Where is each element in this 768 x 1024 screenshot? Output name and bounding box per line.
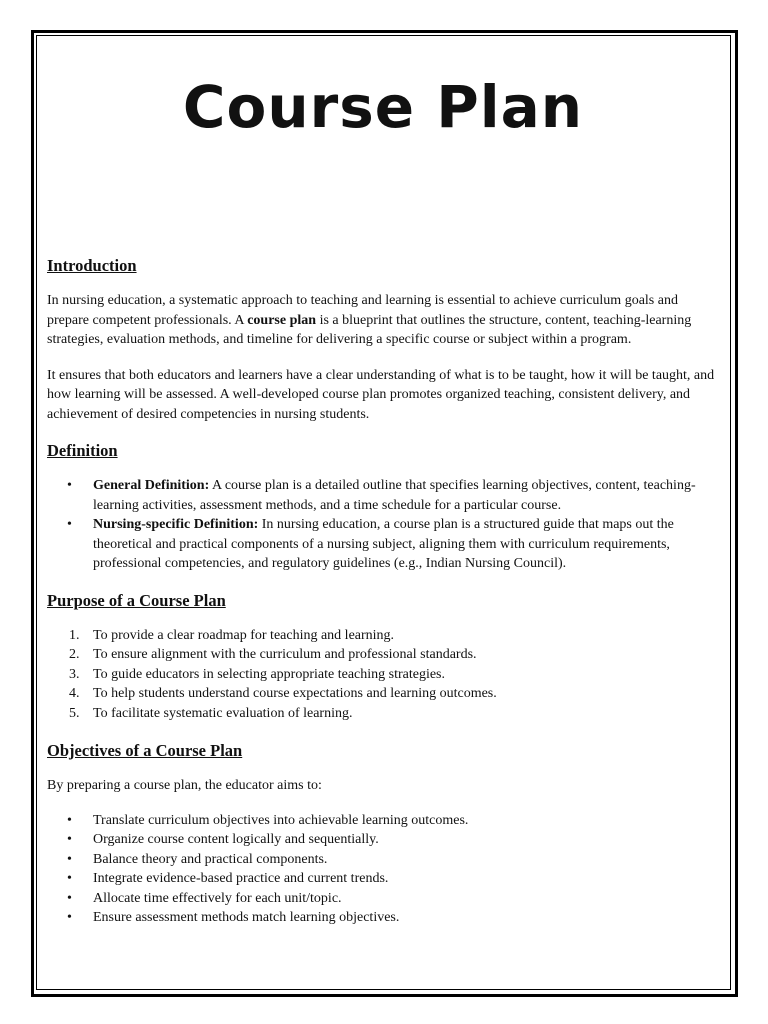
bullet-icon: • xyxy=(67,910,72,925)
bullet-icon: • xyxy=(67,812,72,828)
list-item-text: To ensure alignment with the curriculum and professional standards. xyxy=(93,647,477,662)
bullet-icon: • xyxy=(67,890,72,906)
definition-text: A course plan is a detailed outline that specifies learning objectives, content, teaching-learning activities, assessment methods, and a time schedule for a particular course. xyxy=(93,478,696,513)
list-item xyxy=(47,704,717,724)
list-item xyxy=(47,515,717,574)
page-title: Course Plan xyxy=(182,73,584,141)
list-number: 5. xyxy=(69,705,80,721)
objectives-heading: Objectives of a Course Plan xyxy=(47,741,243,760)
list-number: 2. xyxy=(69,647,80,662)
introduction-paragraph-2: It ensures that both educators and learners have a clear understanding of what is to be taught, how it will be taught, and how learning will be assessed. A well-developed course plan promotes organized teaching, consistent delivery, and achievement of desired competencies in nursing students. xyxy=(47,367,715,422)
purpose-heading: Purpose of a Course Plan xyxy=(47,590,226,610)
definition-label: General Definition: xyxy=(93,478,210,493)
list-item xyxy=(47,908,717,928)
definition-list xyxy=(47,476,717,574)
list-item xyxy=(47,665,717,685)
list-item-text: Balance theory and practical components. xyxy=(93,851,328,867)
list-item-text: Translate curriculum objectives into achievable learning outcomes. xyxy=(93,812,469,828)
intro-bold-term: course plan xyxy=(247,312,317,328)
list-item-text: Ensure assessment methods match learning objectives. xyxy=(93,910,400,925)
list-item xyxy=(47,476,717,515)
bullet-icon: • xyxy=(67,851,72,867)
objectives-intro: By preparing a course plan, the educator aims to: xyxy=(47,778,322,793)
list-item xyxy=(47,645,717,665)
list-item xyxy=(47,850,717,870)
introduction-paragraph-1 xyxy=(47,291,717,350)
list-item xyxy=(47,830,717,850)
list-item-text: To guide educators in selecting appropriate teaching strategies. xyxy=(93,666,446,682)
bullet-icon: • xyxy=(67,478,72,493)
list-item-text: Integrate evidence-based practice and current trends. xyxy=(93,871,389,886)
list-item-text: Organize course content logically and sequentially. xyxy=(93,832,379,847)
purpose-list xyxy=(47,626,717,724)
list-item xyxy=(47,626,717,646)
bullet-icon: • xyxy=(67,871,72,886)
list-item xyxy=(47,869,717,889)
definition-text: In nursing education, a course plan is a structured guide that maps out the theoretical and practical components of a nursing subject, aligning them with curriculum requirements, professional competencies, and regulatory guidelines (e.g., Indian Nursing Council). xyxy=(93,517,674,571)
bullet-icon: • xyxy=(67,832,72,847)
intro-text-start: In nursing education, a systematic approach to teaching and learning is essential to achieve curriculum goals and prepare competent professionals. A xyxy=(47,293,678,328)
list-item xyxy=(47,811,717,831)
list-item xyxy=(47,684,717,704)
introduction-heading: Introduction xyxy=(47,256,137,275)
list-item-text: To help students understand course expectations and learning outcomes. xyxy=(93,686,497,701)
intro-text-end: is a blueprint that outlines the structure, content, teaching-learning strategies, evaluation methods, and timeline for delivering a specific course or subject within a program. xyxy=(47,312,692,347)
list-item-text: To provide a clear roadmap for teaching and learning. xyxy=(93,627,395,643)
list-number: 4. xyxy=(69,686,80,701)
list-item xyxy=(47,889,717,909)
document-body xyxy=(47,66,717,928)
objectives-list xyxy=(47,811,717,928)
list-item-text: Allocate time effectively for each unit/topic. xyxy=(93,890,342,906)
definition-heading: Definition xyxy=(47,441,118,460)
list-number: 1. xyxy=(69,627,80,643)
list-item-text: To facilitate systematic evaluation of learning. xyxy=(93,705,353,721)
list-number: 3. xyxy=(69,666,80,682)
definition-label: Nursing-specific Definition: xyxy=(93,517,259,532)
bullet-icon: • xyxy=(67,517,72,532)
